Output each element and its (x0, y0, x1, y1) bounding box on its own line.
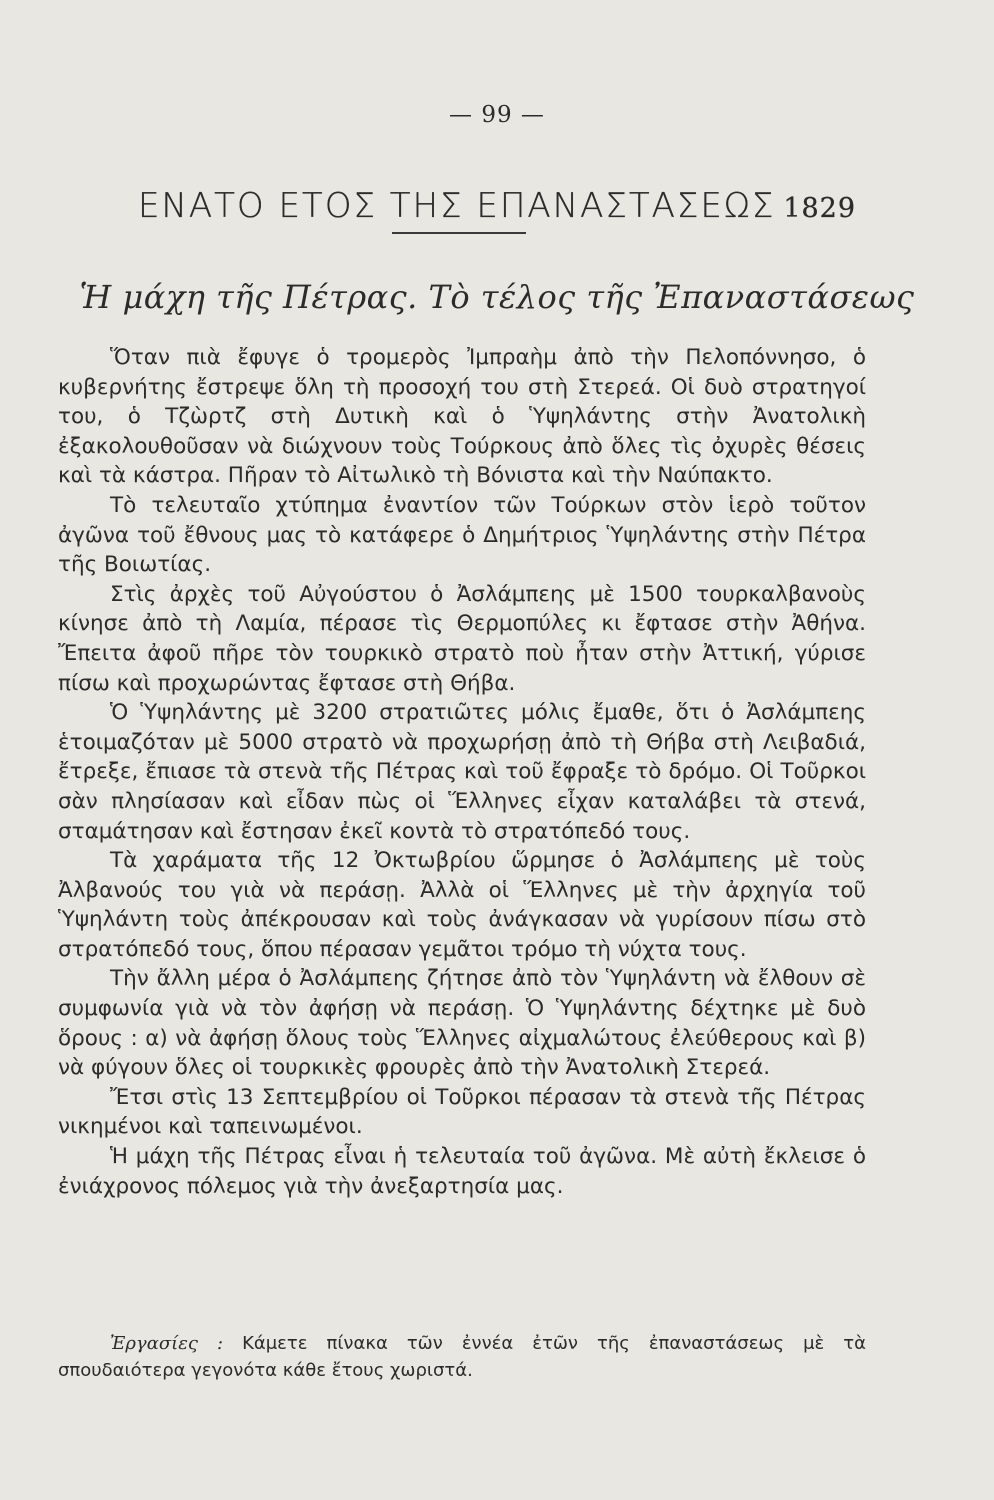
paragraph: Ἡ μάχη τῆς Πέτρας εἶναι ἡ τελευταία τοῦ ἀγῶνα. Μὲ αὐτὴ ἔκλεισε ὁ ἐνιάχρονος πόλεμος γιὰ τὴν ἀνεξαρτησία μας. (58, 1144, 866, 1199)
paragraph: Τὴν ἄλλη μέρα ὁ Ἀσλάμπεης ζήτησε ἀπὸ τὸν Ὑψηλάντη νὰ ἔλθουν σὲ συμφωνία γιὰ νὰ τὸν ἀφήσῃ νὰ περάσῃ. Ὁ Ὑψηλάντης δέχτηκε μὲ δυὸ ὅρους : α) νὰ ἀφήσῃ ὅλους τοὺς Ἕλληνες αἰχμαλώτους ἐλεύθερους καὶ β) νὰ φύγουν ὅλες οἱ τουρκικὲς φρουρὲς ἀπὸ τὴν Ἀνατολικὴ Στερεά. (58, 966, 866, 1081)
exercise-note (58, 1330, 866, 1384)
section-title: Ἡ μάχη τῆς Πέτρας. Τὸ τέλος τῆς Ἐπαναστάσεως (79, 278, 915, 316)
chapter-year: 1829 (783, 193, 857, 224)
exercise-label: Ἐργασίες : (110, 1333, 224, 1354)
chapter-title-text: ΕΝΑΤΟ ΕΤΟΣ ΤΗΣ ΕΠΑΝΑΣΤΑΣΕΩΣ (137, 186, 776, 226)
paragraph: Ὁ Ὑψηλάντης μὲ 3200 στρατιῶτες μόλις ἔμαθε, ὅτι ὁ Ἀσλάμπεης ἑτοιμαζόταν μὲ 5000 στρατὸ νὰ προχωρήσῃ ἀπὸ τὴ Θήβα στὴ Λειβαδιά, ἔτρεξε, ἔπιασε τὰ στενὰ τῆς Πέτρας καὶ τοῦ ἔφραξε τὸ δρόμο. Οἱ Τοῦρκοι σὰν πλησίασαν καὶ εἶδαν πὼς οἱ Ἕλληνες εἶχαν καταλάβει τὰ στενά, σταμάτησαν καὶ ἔστησαν ἐκεῖ κοντὰ τὸ στρατόπεδό τους. (58, 700, 866, 844)
page-number: — 99 — (449, 102, 545, 128)
paragraph: Στὶς ἀρχὲς τοῦ Αὐγούστου ὁ Ἀσλάμπεης μὲ 1500 τουρκαλβανοὺς κίνησε ἀπὸ τὴ Λαμία, πέρασε τὶς Θερμοπύλες κι ἔφτασε στὴν Ἀθήνα. Ἔπειτα ἀφοῦ πῆρε τὸν τουρκικὸ στρατὸ ποὺ ἦταν στὴν Ἀττική, γύρισε πίσω καὶ προχωρώντας ἔφτασε στὴ Θήβα. (58, 581, 866, 696)
paragraph: Ἔτσι στὶς 13 Σεπτεμβρίου οἱ Τοῦρκοι πέρασαν τὰ στενὰ τῆς Πέτρας νικημένοι καὶ ταπεινωμένοι. (58, 1084, 866, 1140)
divider-rule (392, 232, 526, 234)
body-text (58, 343, 866, 1201)
paragraph: Ὅταν πιὰ ἔφυγε ὁ τρομερὸς Ἰμπραὴμ ἀπὸ τὴν Πελοπόννησο, ὁ κυβερνήτης ἔστρεψε ὅλη τὴ προσοχή του στὴ Στερεά. Οἱ δυὸ στρατηγοί του, ὁ Τζὼρτζ στὴ Δυτικὴ καὶ ὁ Ὑψηλάντης στὴν Ἀνατολικὴ ἐξακολουθοῦσαν νὰ διώχνουν τοὺς Τούρκους ἀπὸ ὅλες τὶς ὀχυρὲς θέσεις καὶ τὰ κάστρα. Πῆραν τὸ Αἰτωλικὸ τὴ Βόνιστα καὶ τὴν Ναύπακτο. (58, 345, 866, 489)
paragraph: Τὸ τελευταῖο χτύπημα ἐναντίον τῶν Τούρκων στὸν ἱερὸ τοῦτον ἀγῶνα τοῦ ἔθνους μας τὸ κατάφερε ὁ Δημήτριος Ὑψηλάντης στὴν Πέτρα τῆς Βοιωτίας. (58, 492, 866, 578)
paragraph: Τὰ χαράματα τῆς 12 Ὀκτωβρίου ὥρμησε ὁ Ἀσλάμπεης μὲ τοὺς Ἀλβανούς του γιὰ νὰ περάσῃ. Ἀλλὰ οἱ Ἕλληνες μὲ τὴν ἀρχηγία τοῦ Ὑψηλάντη τοὺς ἀπέκρουσαν καὶ τοὺς ἀνάγκασαν νὰ γυρίσουν πίσω στὸ στρατόπεδό τους, ὅπου πέρασαν γεμᾶτοι τρόμο τὴ νύχτα τους. (58, 848, 866, 962)
chapter-title (0, 186, 994, 226)
exercise-text: Κάμετε πίνακα τῶν ἐννέα ἐτῶν τῆς ἐπαναστάσεως μὲ τὰ σπουδαιότερα γεγονότα κάθε ἔτους χωριστά. (58, 1333, 866, 1381)
